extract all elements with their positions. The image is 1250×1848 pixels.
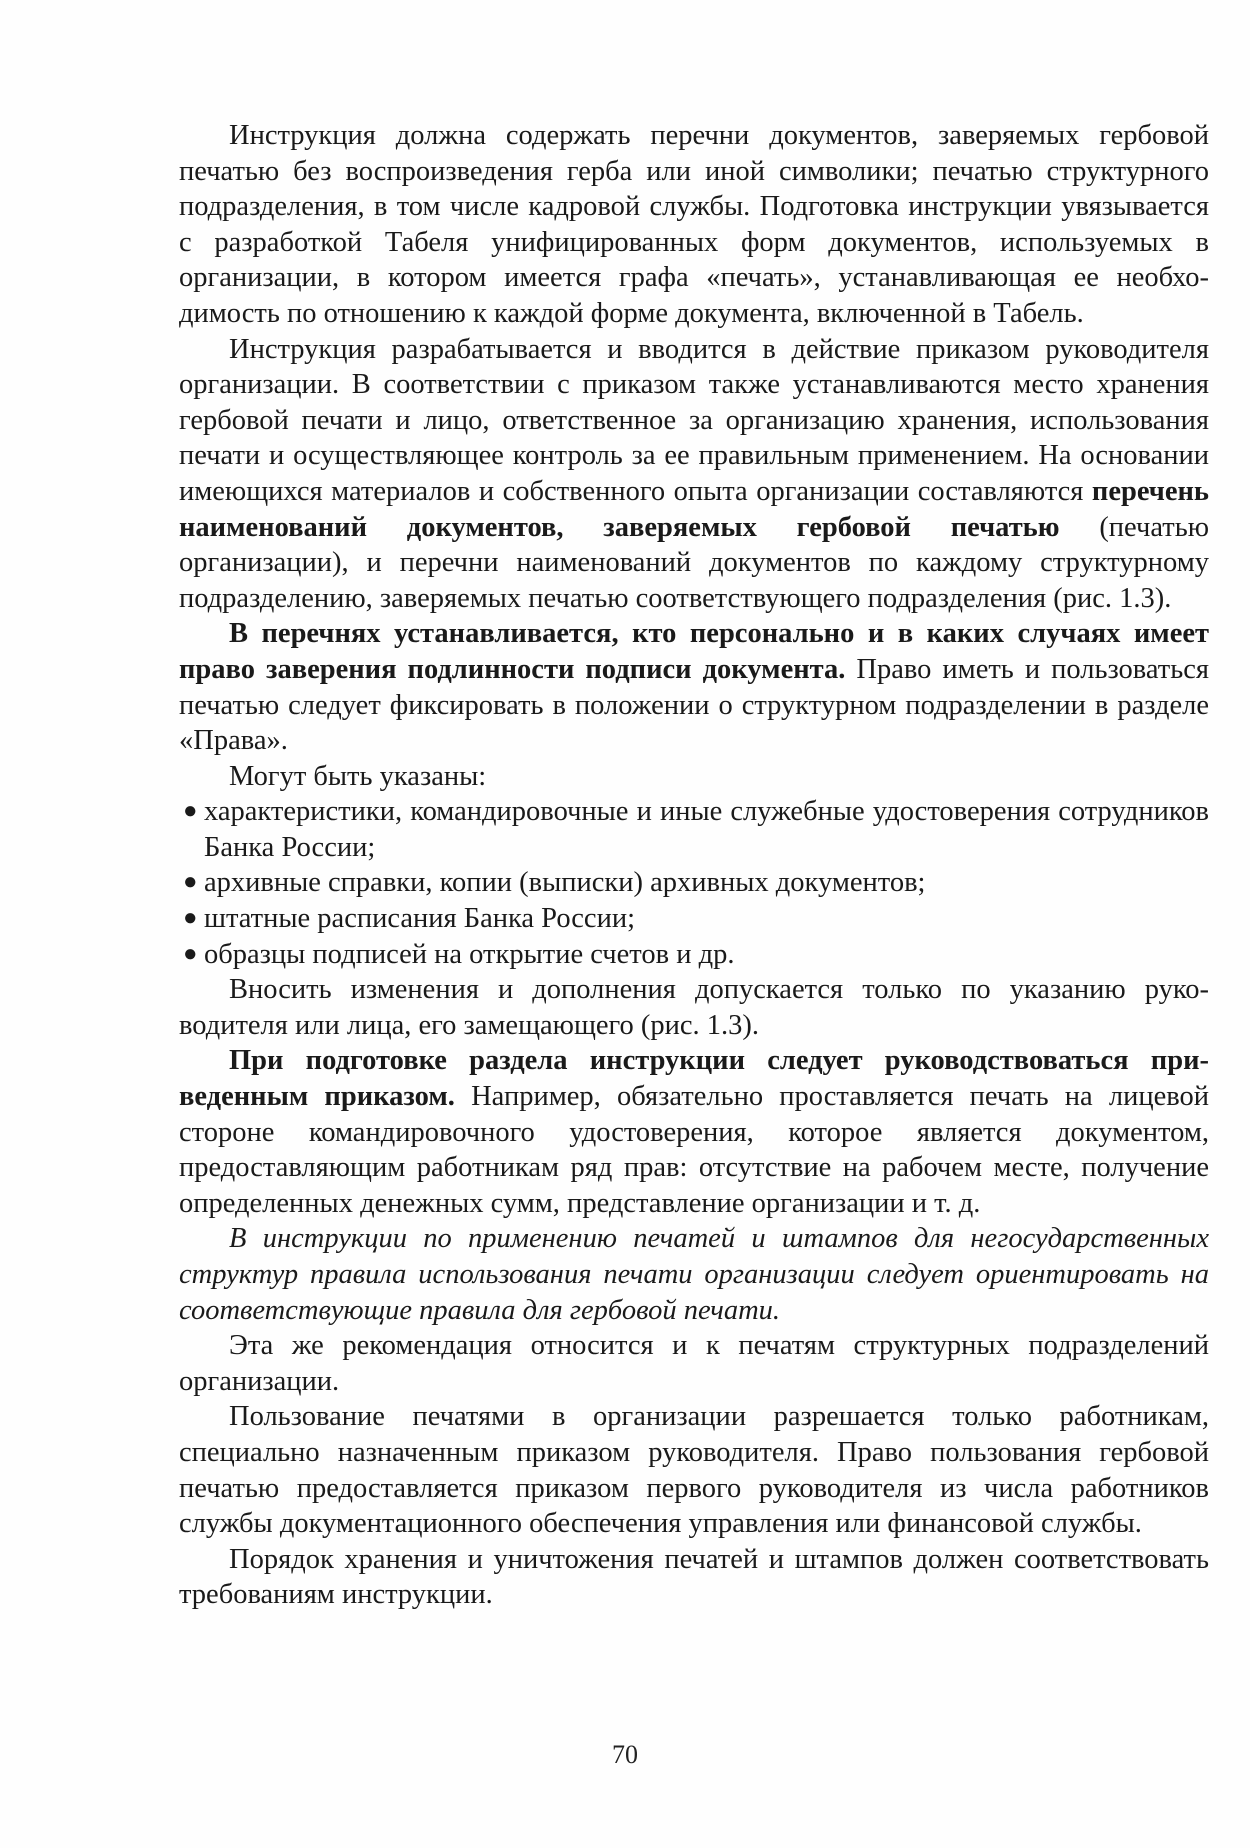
page-number: 70 [612, 1740, 638, 1769]
bullet-icon: ● [183, 798, 198, 825]
bullet-list [179, 794, 1209, 972]
paragraph-3-text-end: Право иметь и пользоваться печатью следует фиксировать в положении о структурном подразделении в разделе «Права». [179, 653, 1209, 757]
page-body-text [179, 118, 1209, 1613]
bullet-icon: ● [183, 905, 198, 932]
paragraph-3 [179, 616, 1209, 758]
paragraph-6 [179, 1043, 1209, 1221]
paragraph-6-text-end: Например, обязательно проставляется печать на лицевой стороне командировочного удостоверения, которое является документом, предоставляющим работникам ряд прав: отсутствие на рабочем месте, получение определенных денежных сумм, представление организации и т. д. [179, 1081, 1210, 1219]
paragraph-4-text: Могут быть указаны: [229, 760, 487, 792]
paragraph-10 [179, 1542, 1209, 1613]
paragraph-1 [179, 118, 1209, 332]
paragraph-8-text: Эта же рекомендация относится и к печатям структурных подразделений организации. [179, 1330, 1209, 1397]
paragraph-2 [179, 332, 1209, 617]
bullet-icon: ● [183, 869, 198, 896]
list-item [179, 901, 1209, 937]
paragraph-6-bold-phrase: При подготовке раздела инструкции следует руководствоваться приведенным приказом. [179, 1045, 1209, 1113]
paragraph-3-bold-phrase: В перечнях устанавливается, кто персонально и в каких случаях имеет право заверения подлинности подписи документа. [179, 618, 1209, 685]
paragraph-10-text: Порядок хранения и уничтожения печатей и штампов должен соответствовать требованиям инструкции. [179, 1543, 1209, 1611]
paragraph-2-text-end: (печатью организации), и перечни наименований документов по каждому структурному подразделению, заверяемых печатью соответствующего подразделения (рис. 1.3). [179, 511, 1209, 614]
paragraph-8 [179, 1328, 1209, 1399]
paragraph-9-text: Пользование печатями в организации разрешается только работникам, специально назначенным приказом руководителя. Право пользования гербовой печатью предоставляется приказом первого руководителя из числа работников службы документационного обеспечения управления или финансовой службы. [179, 1401, 1209, 1540]
paragraph-5-text: Вносить изменения и дополнения допускается только по указанию руководителя или лица, его замещающего (рис. 1.3). [179, 974, 1209, 1041]
paragraph-9 [179, 1399, 1209, 1541]
list-item-text: штатные расписания Банка России; [204, 903, 636, 935]
list-item-text: архивные справки, копии (выписки) архивных документов; [204, 867, 926, 899]
list-item-text: характеристики, командировочные и иные служебные удостоверения сотрудников Банка России; [204, 796, 1209, 863]
paragraph-2-bold-phrase: перечень наименований документов, заверяемых гербовой печатью [179, 475, 1209, 543]
list-item [179, 865, 1209, 901]
paragraph-1-text: Инструкция должна содержать перечни документов, заверяемых гербовой печатью без воспроизведения герба или иной символики; печатью структурного подразделения, в том числе кадровой службы. Подготовка инструкции увязывается с разработкой Табеля унифицированных форм документов, используемых в организации, в котором имеется графа «печать», устанавливающая ее необходимость по отношению к каждой форме документа, включенной в Табель. [179, 120, 1209, 329]
paragraph-2-text-start: Инструкция разрабатывается и вводится в действие приказом руководителя организации. В соответствии с приказом также устанавливаются место хранения гербовой печати и лицо, ответственное за организацию хранения, использования печати и осуществляющее контроль за ее правильным применением. На основании имеющихся материалов и собственного опыта организации составляются [179, 333, 1209, 507]
list-item [179, 794, 1209, 865]
paragraph-7-italic-text: В инструкции по применению печатей и штампов для негосударственных структур правила использования печати организации следует ориентировать на соответствующие правила для гербовой печати. [179, 1223, 1209, 1326]
list-item [179, 937, 1209, 973]
paragraph-4 [179, 759, 1209, 795]
paragraph-7 [179, 1221, 1209, 1328]
list-item-text: образцы подписей на открытие счетов и др. [204, 938, 735, 970]
paragraph-5 [179, 972, 1209, 1043]
bullet-icon: ● [183, 940, 198, 967]
